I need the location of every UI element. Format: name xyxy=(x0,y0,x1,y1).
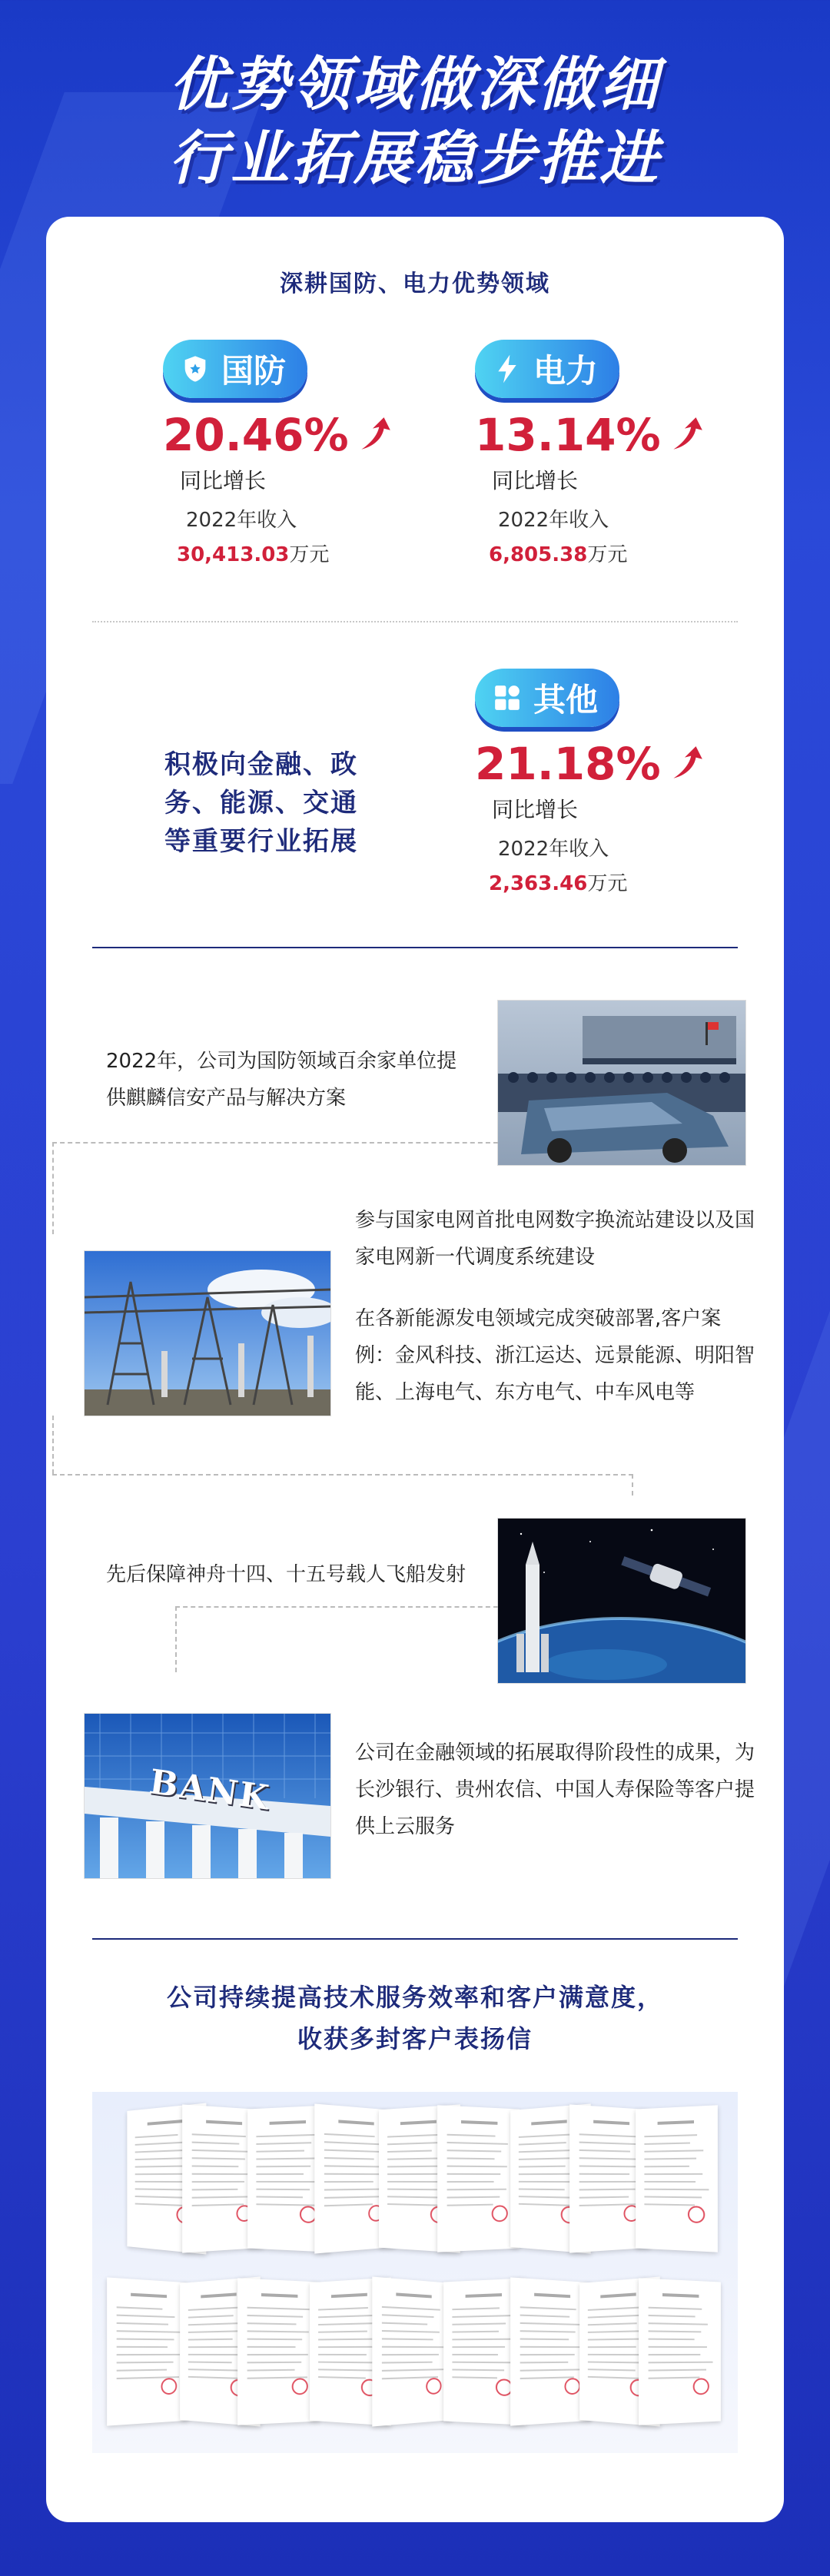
connector-line xyxy=(52,1142,54,1234)
header-line-1: 优势领域做深做细 xyxy=(169,50,661,118)
shield-icon xyxy=(178,352,212,386)
revenue-value: 2,363.46 xyxy=(489,872,588,895)
case-space-text: 先后保障神舟十四、十五号载人飞船发射 xyxy=(106,1563,466,1586)
military-parade-image xyxy=(498,1001,745,1165)
revenue-unit: 万元 xyxy=(587,543,628,566)
header-line-2: 行业拓展稳步推进 xyxy=(169,124,661,192)
spacecraft-launch-image xyxy=(498,1519,745,1683)
revenue-label: 2022年收入 xyxy=(186,509,297,532)
intro-line: 等重要行业拓展 xyxy=(164,826,358,857)
case-grid-text: 参与国家电网首批电网数字换流站建设以及国家电网新一代调度系统建设 xyxy=(355,1209,755,1269)
growth-label: 同比增长 xyxy=(492,797,579,822)
grid-icon xyxy=(490,681,524,715)
growth-value: 13.14% xyxy=(475,409,661,461)
growth-power xyxy=(475,409,706,461)
praise-letter xyxy=(372,2276,453,2426)
arrow-up-icon xyxy=(355,416,393,454)
growth-value: 21.18% xyxy=(475,738,661,790)
praise-letters-title xyxy=(46,1977,784,2060)
pill-label: 其他 xyxy=(533,681,599,719)
page-header xyxy=(0,48,830,195)
section-title-advantage: 深耕国防、电力优势领域 xyxy=(280,271,550,297)
praise-letters-collage xyxy=(92,2092,738,2453)
case-defense-text: 2022年，公司为国防领域百余家单位提供麒麟信安产品与解决方案 xyxy=(106,1050,457,1110)
growth-label: 同比增长 xyxy=(180,468,267,493)
stat-power xyxy=(475,340,706,567)
bank-building-image xyxy=(85,1714,330,1878)
connector-line xyxy=(52,1142,498,1144)
stat-other xyxy=(475,669,706,896)
revenue-unit: 万元 xyxy=(587,872,628,895)
connector-line xyxy=(175,1606,177,1672)
revenue-amount xyxy=(163,539,393,567)
intro-line: 积极向金融、政 xyxy=(164,749,358,780)
revenue-label: 2022年收入 xyxy=(498,509,609,532)
title-line: 公司持续提高技术服务效率和客户满意度， xyxy=(166,1983,663,2012)
revenue-unit: 万元 xyxy=(289,543,330,566)
arrow-up-icon xyxy=(667,745,706,783)
growth-value: 20.46% xyxy=(163,409,349,461)
lightning-icon xyxy=(490,352,524,386)
praise-letter xyxy=(437,2105,520,2252)
revenue-amount xyxy=(475,868,706,896)
praise-letter xyxy=(107,2277,188,2425)
bank-sign: BANK xyxy=(147,1762,273,1818)
connector-line xyxy=(52,1474,633,1476)
growth-label: 同比增长 xyxy=(492,468,579,493)
industry-expansion-text xyxy=(146,745,377,861)
intro-line: 务、能源、交通 xyxy=(164,788,358,818)
title-line: 收获多封客户表扬信 xyxy=(297,2024,533,2053)
pill-power xyxy=(475,340,619,398)
praise-letter xyxy=(639,2278,721,2425)
case-finance-text: 公司在金融领域的拓展取得阶段性的成果，为长沙银行、贵州农信、中国人寿保险等客户提供上云服务 xyxy=(355,1741,755,1838)
arrow-up-icon xyxy=(667,416,706,454)
pill-label: 电力 xyxy=(533,352,599,390)
case-energy-text: 在各新能源发电领域完成突破部署,客户案例：金风科技、浙江运达、远景能源、明阳智能、上海电气、东方电气、中车风电等 xyxy=(355,1307,755,1404)
revenue-value: 30,413.03 xyxy=(177,543,290,566)
praise-letter xyxy=(636,2105,718,2252)
pill-other xyxy=(475,669,619,727)
revenue-label: 2022年收入 xyxy=(498,838,609,861)
content-card xyxy=(46,217,784,2522)
growth-defense xyxy=(163,409,393,461)
connector-line xyxy=(632,1474,633,1495)
connector-line xyxy=(175,1606,498,1608)
growth-other xyxy=(475,738,706,790)
section-divider xyxy=(92,947,738,948)
pill-defense xyxy=(163,340,307,398)
stat-defense xyxy=(163,340,393,567)
connector-line xyxy=(52,1416,54,1474)
revenue-value: 6,805.38 xyxy=(489,543,588,566)
pill-label: 国防 xyxy=(221,352,287,390)
dotted-divider xyxy=(92,621,738,622)
section-divider xyxy=(92,1938,738,1940)
revenue-amount xyxy=(475,539,706,567)
praise-letter xyxy=(237,2278,320,2425)
substation-image xyxy=(85,1251,330,1416)
